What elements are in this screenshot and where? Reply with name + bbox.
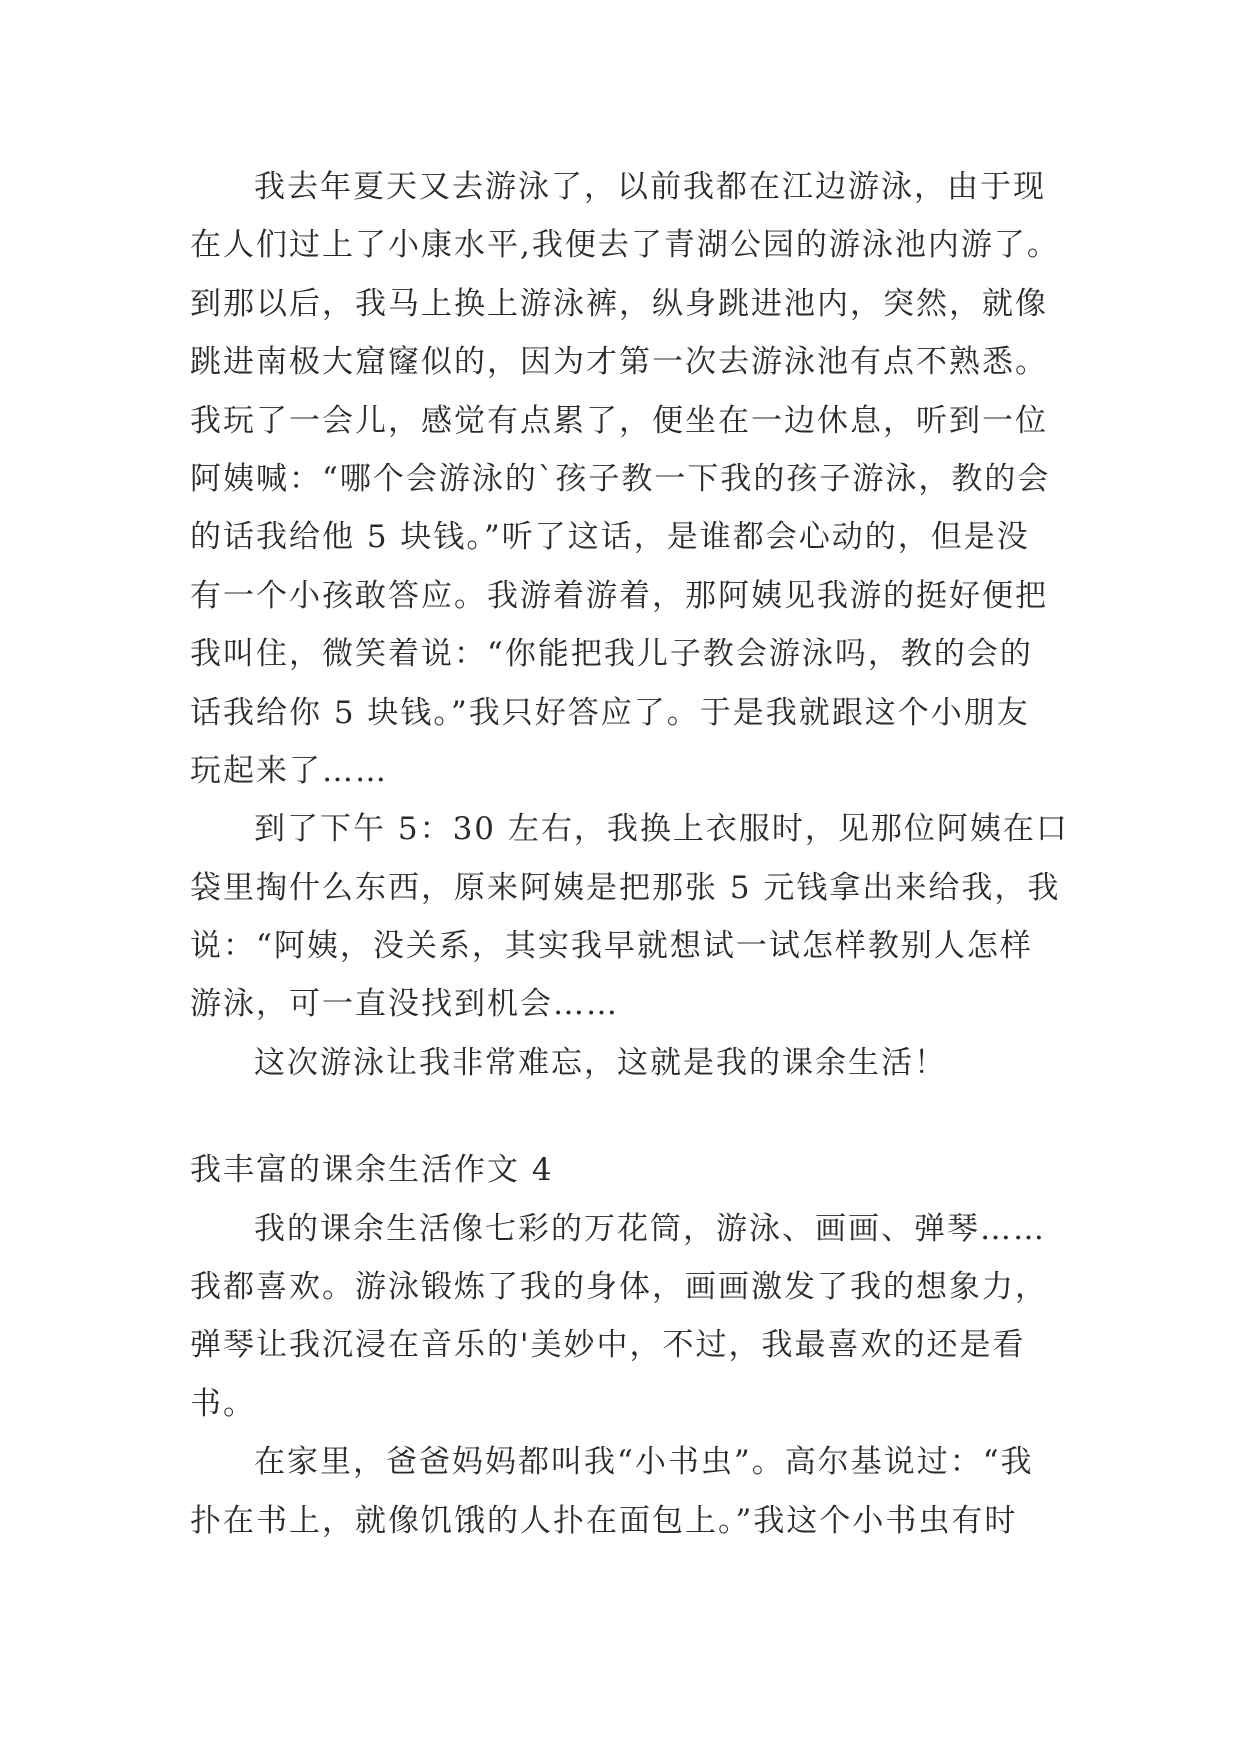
text-line: 说：“阿姨，没关系，其实我早就想试一试怎样教别人怎样 — [190, 928, 1033, 965]
text-line: 这次游泳让我非常难忘，这就是我的课余生活！ — [254, 1044, 947, 1081]
text-line: 玩起来了…… — [190, 752, 388, 789]
text-line: 扑在书上，就像饥饿的人扑在面包上。”我这个小书虫有时 — [190, 1502, 1018, 1539]
text-line: 到了下午 5：30 左右，我换上衣服时，见那位阿姨在口 — [254, 811, 1069, 848]
text-line: 我的课余生活像七彩的万花筒，游泳、画画、弹琴…… — [254, 1210, 1046, 1247]
text-line: 我去年夏天又去游泳了，以前我都在江边游泳，由于现 — [254, 169, 1046, 205]
text-line: 游泳，可一直没找到机会…… — [190, 986, 619, 1023]
text-line: 在家里，爸爸妈妈都叫我“小书虫”。高尔基说过：“我 — [254, 1444, 1034, 1481]
text-line: 到那以后，我马上换上游泳裤，纵身跳进池内，突然，就像 — [190, 285, 1048, 322]
text-line: 话我给你 5 块钱。”我只好答应了。于是我就跟这个小朋友 — [190, 694, 1030, 731]
text-line: 我都喜欢。游泳锻炼了我的身体，画画激发了我的想象力， — [190, 1269, 1048, 1306]
text-line: 弹琴让我沉浸在音乐的'美妙中，不过，我最喜欢的还是看 — [190, 1327, 1026, 1364]
text-line: 袋里掏什么东西，原来阿姨是把那张 5 元钱拿出来给我，我 — [190, 869, 1061, 906]
text-line: 的话我给他 5 块钱。”听了这话，是谁都会心动的，但是没 — [190, 519, 1030, 556]
text-line: 阿姨喊：“哪个会游泳的`孩子教一下我的孩子游泳，教的会 — [190, 460, 1051, 497]
section-title: 我丰富的课余生活作文 4 — [190, 1152, 554, 1189]
text-line: 书。 — [190, 1385, 256, 1422]
text-line: 我玩了一会儿，感觉有点累了，便坐在一边休息，听到一位 — [190, 402, 1048, 439]
document-body — [190, 158, 1090, 1550]
text-line: 我叫住，微笑着说：“你能把我儿子教会游泳吗，教的会的 — [190, 636, 1033, 673]
text-line: 跳进南极大窟窿似的，因为才第一次去游泳池有点不熟悉。 — [190, 344, 1048, 381]
text-line: 在人们过上了小康水平,我便去了青湖公园的游泳池内游了。 — [190, 227, 1060, 264]
text-line: 有一个小孩敢答应。我游着游着，那阿姨见我游的挺好便把 — [190, 577, 1048, 614]
